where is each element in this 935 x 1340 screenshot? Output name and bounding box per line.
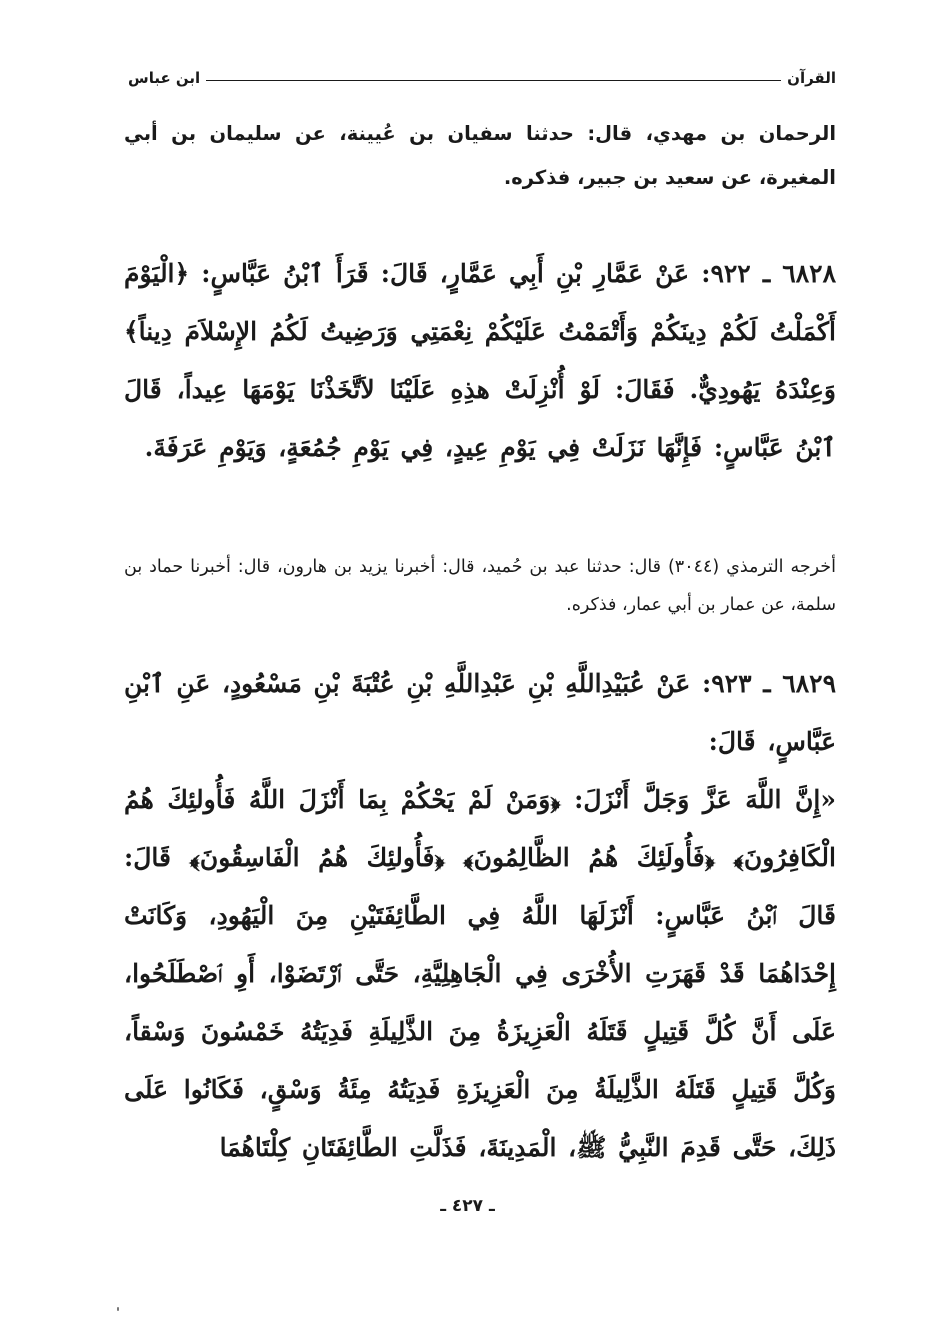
running-header: [128, 66, 836, 90]
scan-speck: [117, 1307, 119, 1311]
hadith-6829-opening: [124, 655, 836, 771]
hadith-6828-number: ٦٨٢٨ ـ ٩٢٢:: [701, 259, 836, 288]
header-chapter-title: القرآن: [787, 69, 836, 87]
header-rule: [206, 80, 781, 81]
takhrij-note: أخرجه الترمذي (٣٠٤٤) قال: حدثنا عبد بن حُميد، قال: أخبرنا يزيد بن هارون، قال: أخبرنا حماد بن سلمة، عن عمار بن أبي عمار، فذكره.: [124, 557, 836, 615]
hadith-6828: [124, 245, 836, 477]
hadith-6828-text: عَنْ عَمَّارِ بْنِ أَبِي عَمَّارٍ، قَالَ: قَرَأَ ٱبْنُ عَبَّاسٍ: ﴿الْيَوْمَ أَكْمَلْتُ لَكُمْ دِينَكُمْ وَأَتْمَمْتُ عَلَيْكُمْ نِعْمَتِي وَرَضِيتُ لَكُمُ الإِسْلاَمَ دِيناً﴾ وَعِنْدَهُ يَهُودِيٌّ. فَقَالَ: لَوْ أُنْزِلَتْ هذِهِ عَلَيْنَا لاَتَّخَذْنَا يَوْمَهَا عِيداً، قَالَ ٱبْنُ عَبَّاسٍ: فَإِنَّهَا نَزَلَتْ فِي يَوْمِ عِيدٍ، فِي يَوْمِ جُمُعَةٍ، وَيَوْمِ عَرَفَةَ.: [124, 259, 836, 462]
hadith-6829-text: عَنْ عُبَيْدِاللَّهِ بْنِ عَبْدِاللَّهِ بْنِ عُتْبَةَ بْنِ مَسْعُودٍ، عَنِ ٱبْنِ عَبَّاسٍ، قَالَ:: [123, 669, 836, 756]
hadith-6829: [124, 655, 836, 1177]
header-narrator-title: ابن عباس: [128, 69, 201, 87]
page-number: ـ ٤٢٧ ـ: [440, 1196, 495, 1216]
hadith-6829-quote: «إِنَّ اللَّهَ عَزَّ وَجَلَّ أَنْزَلَ: ﴿وَمَنْ لَمْ يَحْكُمْ بِمَا أَنْزَلَ اللَّهُ فَأُولئِكَ هُمُ الْكَافِرُونَ﴾ ﴿فَأُولَئِكَ هُمُ الظَّالِمُونَ﴾ ﴿فَأُولئِكَ هُمُ الْفَاسِقُونَ﴾ قَالَ: قَالَ ٱبْنُ عَبَّاسٍ: أَنْزَلَهَا اللَّهُ فِي الطَّائِفَتَيْنِ مِنَ الْيَهُودِ، وَكَانَتْ إِحْدَاهُمَا قَدْ قَهَرَتِ الأُخْرَى فِي الْجَاهِلِيَّةِ، حَتَّى ٱرْتَضَوْا، أَوِ ٱصْطَلَحُوا، عَلَى أَنَّ كُلَّ قَتِيلٍ قَتَلَهُ الْعَزِيزَةُ مِنَ الذَّلِيلَةِ فَدِيَتُهُ خَمْسُونَ وَسْقاً، وَكُلَّ قَتِيلٍ قَتَلَهُ الذَّلِيلَةُ مِنَ الْعَزِيزَةِ فَدِيَتُهُ مِئَةُ وَسْقٍ، فَكَانُوا عَلَى ذَلِكَ، حَتَّى قَدِمَ النَّبِيُّ ﷺ، الْمَدِينَةَ، فَذَلَّتِ الطَّائِفَتَانِ كِلْتَاهُمَا: [124, 785, 836, 1162]
continued-isnad-paragraph: الرحمان بن مهدي، قال: حدثنا سفيان بن عُيينة، عن سليمان بن أبي المغيرة، عن سعيد بن جبير، فذكره.: [124, 122, 836, 189]
hadith-6829-number: ٦٨٢٩ ـ ٩٢٣:: [702, 669, 836, 698]
